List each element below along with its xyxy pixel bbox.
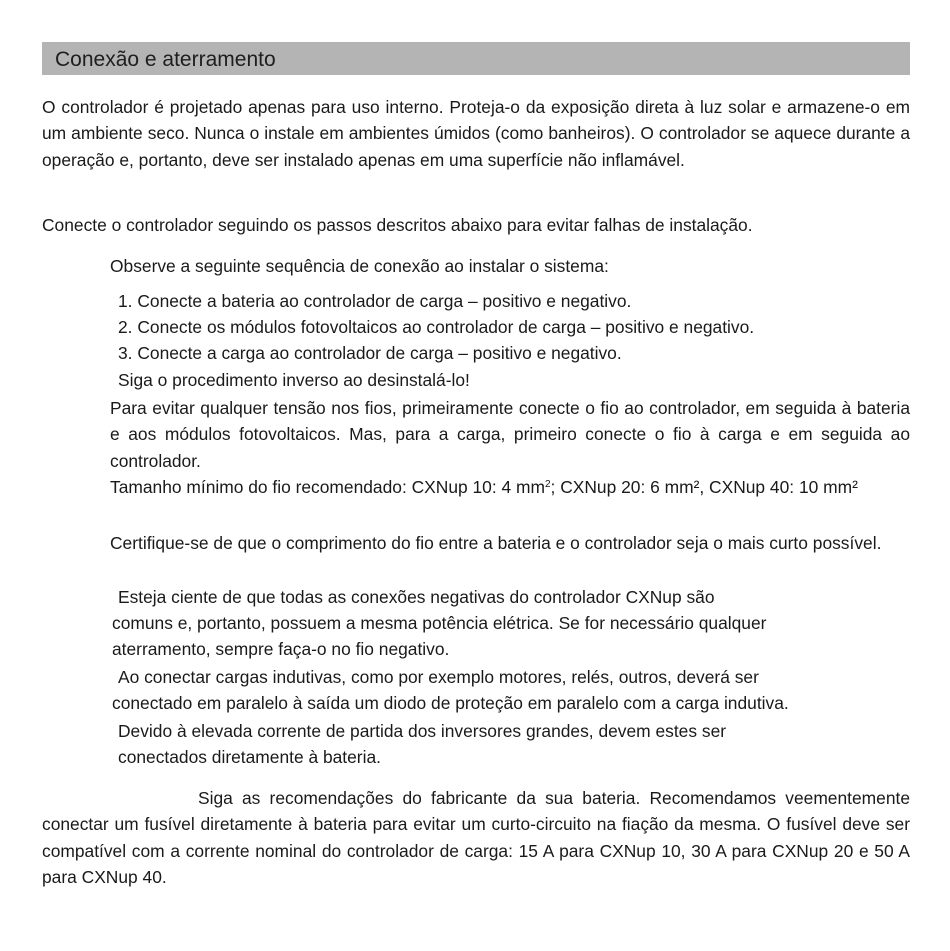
negative-connections-line-3: aterramento, sempre faça-o no fio negativo. [112, 639, 450, 659]
inverters-line-1: Devido à elevada corrente de partida dos inversores grandes, devem estes ser [118, 721, 727, 741]
wire-size-suffix: ; CXNup 20: 6 mm², CXNup 40: 10 mm² [550, 477, 858, 497]
sequence-heading: Observe a seguinte sequência de conexão ao instalar o sistema: [110, 256, 609, 276]
reverse-note: Siga o procedimento inverso ao desinstalá-lo! [118, 370, 470, 390]
intro-paragraph: O controlador é projetado apenas para uso interno. Proteja-o da exposição direta à luz solar e armazene-o em um ambiente seco. Nunca o instale em ambientes úmidos (como banheiros). O controlador se aquece durante a operação e, portanto, deve ser instalado apenas em uma superfície não inflamável. [42, 97, 910, 170]
wire-length-note: Certifique-se de que o comprimento do fio entre a bateria e o controlador seja o mais curto possível. [110, 533, 882, 553]
connect-steps-intro: Conecte o controlador seguindo os passos descritos abaixo para evitar falhas de instalação. [42, 215, 753, 235]
inverters-line-2: conectados diretamente à bateria. [118, 747, 381, 767]
negative-connections-line-2: comuns e, portanto, possuem a mesma potência elétrica. Se for necessário qualquer [112, 613, 767, 633]
section-title: Conexão e aterramento [42, 42, 910, 75]
fuse-paragraph: Siga as recomendações do fabricante da sua bateria. Recomendamos veementemente conectar um fusível diretamente à bateria para evitar um curto-circuito na fiação da mesma. O fusível deve ser compatível com a corrente nominal do controlador de carga: 15 A para CXNup 10, 30 A para CXNup 20 e 50 A para CXNup 40. [42, 788, 910, 887]
inductive-loads-line-1: Ao conectar cargas indutivas, como por exemplo motores, relés, outros, deverá ser [118, 667, 759, 687]
step-2: 2. Conecte os módulos fotovoltaicos ao controlador de carga – positivo e negativo. [118, 317, 755, 337]
negative-connections-line-1: Esteja ciente de que todas as conexões negativas do controlador CXNup são [118, 587, 715, 607]
inductive-loads-line-2: conectado em paralelo à saída um diodo de proteção em paralelo com a carga indutiva. [112, 693, 789, 713]
wire-voltage-note: Para evitar qualquer tensão nos fios, primeiramente conecte o fio ao controlador, em seguida à bateria e aos módulos fotovoltaicos. Mas, para a carga, primeiro conecte o fio à carga e em seguida ao controlador. [110, 398, 910, 471]
wire-size-note [110, 474, 910, 500]
wire-size-superscript: 2 [544, 479, 551, 490]
step-3: 3. Conecte a carga ao controlador de carga – positivo e negativo. [118, 343, 622, 363]
step-1: 1. Conecte a bateria ao controlador de carga – positivo e negativo. [118, 291, 632, 311]
wire-size-prefix: Tamanho mínimo do fio recomendado: CXNup 10: 4 mm [110, 477, 545, 497]
